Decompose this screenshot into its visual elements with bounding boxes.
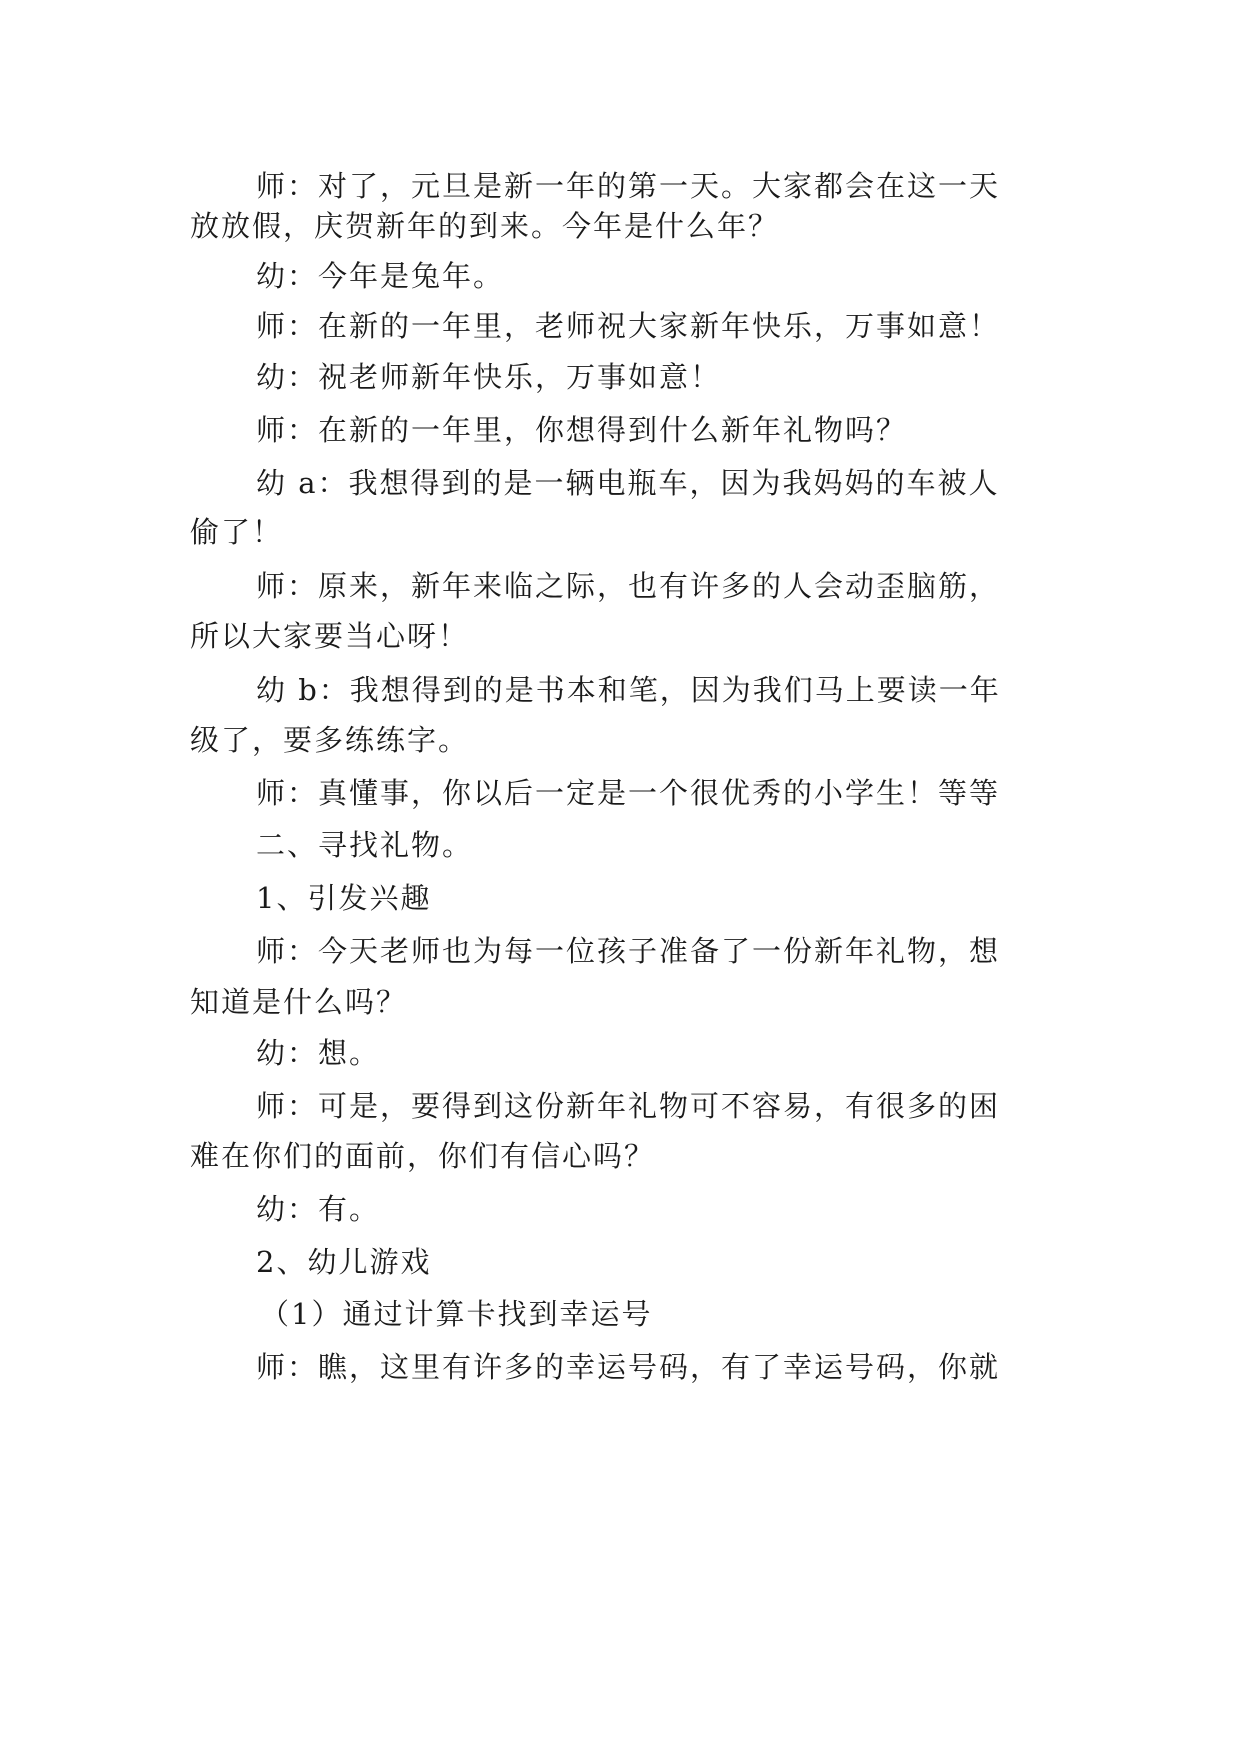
text-line: 幼 b：我想得到的是书本和笔，因为我们马上要读一年 [256, 673, 1001, 707]
text-line: 师：瞧，这里有许多的幸运号码，有了幸运号码，你就 [256, 1350, 1001, 1384]
text-line: 师：对了，元旦是新一年的第一天。大家都会在这一天 [256, 169, 1001, 203]
text-line: 师：原来，新年来临之际，也有许多的人会动歪脑筋， [256, 569, 1001, 603]
text-line: 师：在新的一年里，老师祝大家新年快乐，万事如意！ [256, 309, 1001, 343]
text-line: 幼 a：我想得到的是一辆电瓶车，因为我妈妈的车被人 [256, 466, 1000, 500]
text-line: 师：在新的一年里，你想得到什么新年礼物吗？ [256, 413, 908, 447]
text-line: 幼：有。 [256, 1192, 381, 1226]
text-line: 1、引发兴趣 [256, 881, 432, 915]
text-line: 所以大家要当心呀！ [190, 619, 470, 653]
text-line: 师：真懂事，你以后一定是一个很优秀的小学生！等等 [256, 776, 1001, 810]
text-line: 知道是什么吗？ [190, 985, 408, 1019]
text-line: 师：今天老师也为每一位孩子准备了一份新年礼物，想 [256, 934, 1001, 968]
text-line: 幼：祝老师新年快乐，万事如意！ [256, 360, 722, 394]
text-line: 级了，要多练练字。 [190, 723, 470, 757]
text-line: 难在你们的面前，你们有信心吗？ [190, 1139, 656, 1173]
text-line: 幼：今年是兔年。 [256, 259, 505, 293]
text-line: （1）通过计算卡找到幸运号 [260, 1297, 653, 1331]
text-line: 师：可是，要得到这份新年礼物可不容易，有很多的困 [256, 1089, 1001, 1123]
text-line: 偷了！ [190, 515, 284, 549]
text-line: 幼：想。 [256, 1036, 381, 1070]
text-line: 放放假，庆贺新年的到来。今年是什么年？ [190, 209, 780, 243]
text-line: 2、幼儿游戏 [256, 1245, 432, 1279]
text-line: 二、寻找礼物。 [256, 828, 474, 862]
